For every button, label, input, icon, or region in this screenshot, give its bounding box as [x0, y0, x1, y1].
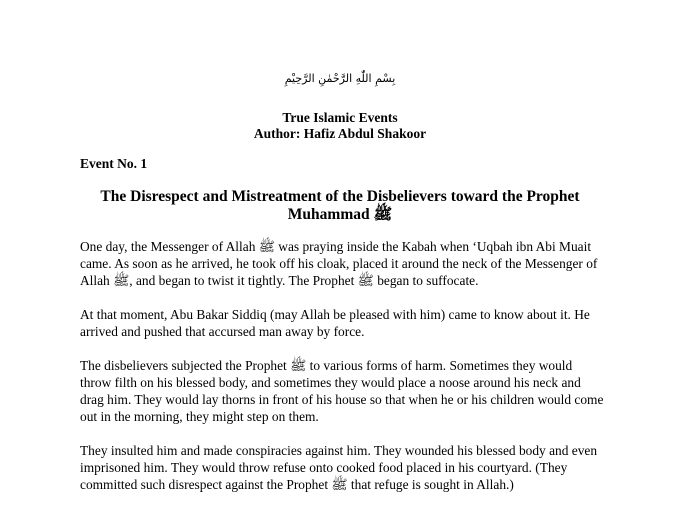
document-title: True Islamic Events [282, 110, 398, 125]
document-body [80, 238, 605, 510]
body-paragraph: They insulted him and made conspiracies against him. They wounded his blessed body and even imprisoned him. They would throw refuse onto cooked food placed in his courtyard. (They committed such disrespect against the Prophet ﷺ that refuge is sought in Allah.) [80, 443, 598, 492]
event-heading: The Disrespect and Mistreatment of the Disbelievers toward the Prophet Muhammad ﷺ [100, 188, 580, 223]
body-paragraph: The disbelievers subjected the Prophet ﷺ to various forms of harm. Sometimes they would throw filth on his blessed body, and sometimes they would place a noose around his neck and drag him. They would lay thorns in front of his house so that when he or his children would come out in the morning, they might step on them. [80, 358, 604, 424]
body-paragraph: At that moment, Abu Bakar Siddiq (may Allah be pleased with him) came to know about it. He arrived and pushed that accursed man away by force. [80, 307, 590, 339]
event-label: Event No. 1 [80, 156, 148, 171]
document-author: Author: Hafiz Abdul Shakoor [253, 126, 427, 141]
body-paragraph: One day, the Messenger of Allah ﷺ was praying inside the Kabah when ‘Uqbah ibn Abi Muait came. As soon as he arrived, he took off his cloak, placed it around the neck of the Messenger of Allah ﷺ, and began to twist it tightly. The Prophet ﷺ began to suffocate. [80, 239, 598, 288]
basmala-calligraphy: بِسْمِ اللّٰهِ الرَّحْمٰنِ الرَّحِيْمِ [284, 72, 396, 85]
